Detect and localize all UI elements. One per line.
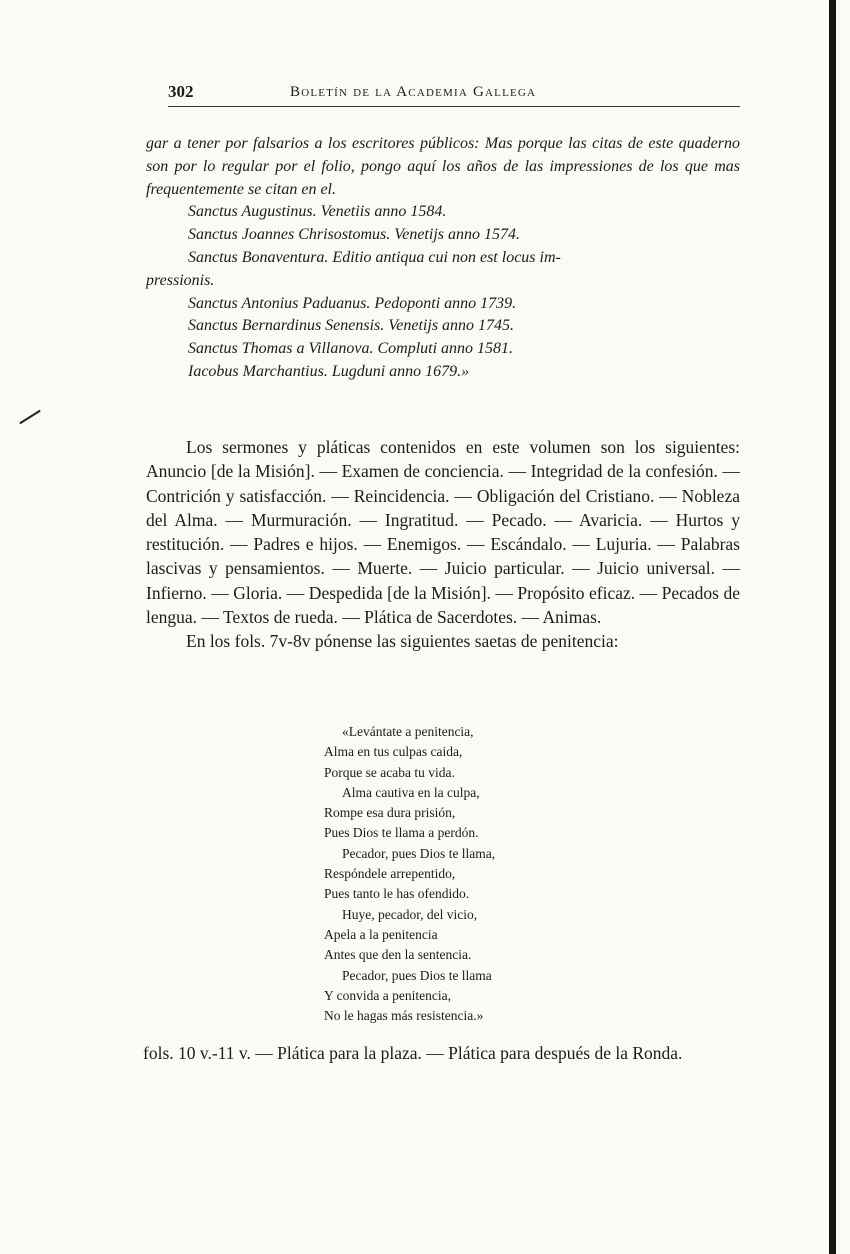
citation-line: Sanctus Bonaventura. Editio antiqua cui non est locus im- (188, 248, 561, 266)
page-edge-shadow (829, 0, 836, 1254)
quoted-passage (146, 133, 740, 384)
quote-paragraph: gar a tener por falsarios a los escritores públicos: Mas porque las citas de este quaderno son por lo regular por el folio, pongo aquí los años de las impressiones de los que mas frequentemente se citan en el. (146, 135, 740, 198)
poem-line: Pecador, pues Dios te llama, (342, 845, 496, 861)
main-text (146, 435, 740, 654)
citation-line: Sanctus Bernardinus Senensis. Venetijs anno 1745. (188, 317, 515, 335)
citation-line: Sanctus Joannes Chrisostomus. Venetijs anno 1574. (188, 226, 520, 244)
page-number: 302 (168, 82, 194, 101)
poem-line: No le hagas más resistencia.» (324, 1008, 484, 1024)
poem-line: Porque se acaba tu vida. (324, 764, 455, 780)
closing-text: fols. 10 v.-11 v. — Plática para la plaza. — Plática para después de la Ronda. (143, 1043, 683, 1063)
citation-line: Sanctus Thomas a Villanova. Compluti anno 1581. (188, 340, 514, 358)
citation-continuation: pressionis. (146, 271, 215, 289)
poem-line: Pues Dios te llama a perdón. (324, 825, 479, 841)
citation-line: Iacobus Marchantius. Lugduni anno 1679.» (188, 362, 470, 380)
poem-line: Pues tanto le has ofendido. (324, 886, 470, 902)
poem-line: Respóndele arrepentido, (324, 866, 456, 882)
poem-line: Alma cautiva en la culpa, (342, 784, 480, 800)
citation-line: Sanctus Antonius Paduanus. Pedoponti anno 1739. (188, 294, 517, 312)
poem-line: Y convida a penitencia, (324, 987, 451, 1003)
running-title: Boletín de la Academia Gallega (290, 84, 537, 100)
poem-line: Rompe esa dura prisión, (324, 805, 456, 821)
margin-mark (19, 410, 40, 424)
poem-line: Pecador, pues Dios te llama (342, 967, 492, 983)
poem-line: Huye, pecador, del vicio, (342, 906, 478, 922)
saetas-intro: En los fols. 7v-8v pónense las siguientes saetas de penitencia: (186, 631, 619, 652)
sermons-paragraph: Los sermones y pláticas contenidos en este volumen son los siguientes: Anuncio [de la Misión]. — Examen de conciencia. — Integridad de la confesión. — Contrición y satisfacción. — Reincidencia. — Obligación del Cristiano. — Nobleza del Alma. — Murmuración. — Ingratitud. — Pecado. — Avaricia. — Hurtos y restitución. — Padres e hijos. — Enemigos. — Escándalo. — Lujuria. — Palabras lascivas y pensamientos. — Muerte. — Juicio particular. — Juicio universal. — Infierno. — Gloria. — Despedida [de la Misión]. — Propósito eficaz. — Pecados de lengua. — Textos de rueda. — Plática de Sacerdotes. — Animas. (146, 437, 740, 628)
poem-line: «Levántate a penitencia, (342, 724, 474, 739)
citation-line: Sanctus Augustinus. Venetiis anno 1584. (188, 203, 447, 221)
poem-line: Alma en tus culpas caida, (324, 744, 463, 760)
poem-line: Antes que den la sentencia. (324, 947, 472, 963)
poem-line: Apela a la penitencia (324, 926, 438, 942)
saetas-poem (324, 722, 624, 1026)
running-header (168, 82, 740, 107)
closing-paragraph (143, 1041, 740, 1066)
